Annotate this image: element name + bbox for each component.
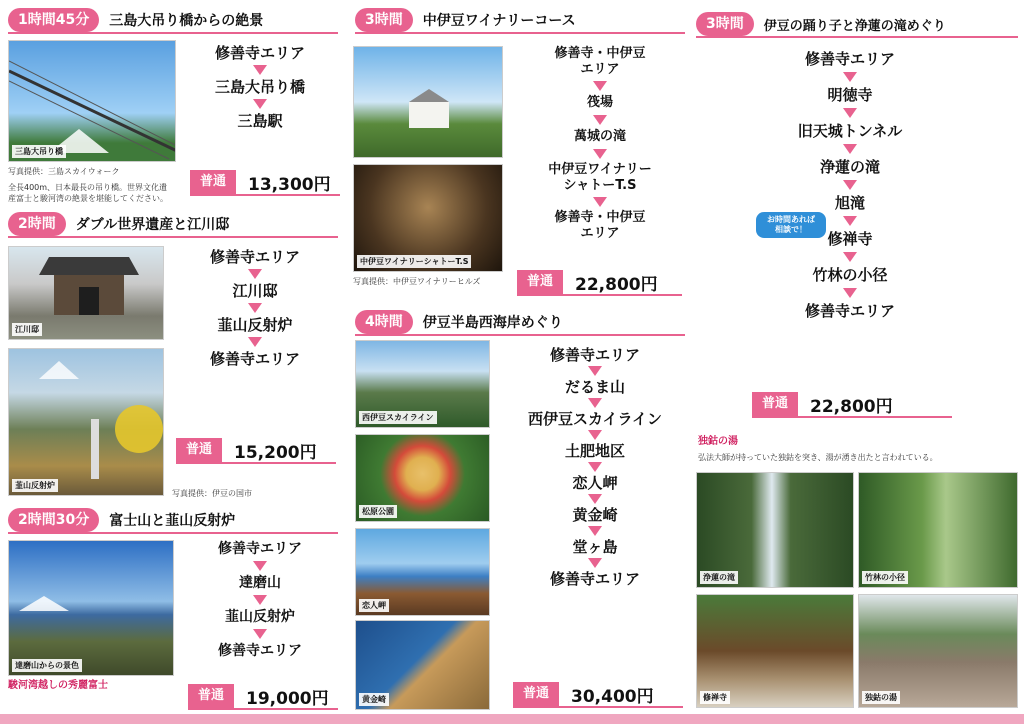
tokko-description: 弘法大師が持っていた独鈷を突き、湯が湧き出たと言われている。 bbox=[698, 453, 938, 462]
route-stop: 修善寺エリア bbox=[804, 302, 895, 320]
photo-caption: 江川邸 bbox=[12, 323, 42, 336]
route-stop: 修善寺エリア bbox=[214, 44, 305, 62]
photo-matsubara-park bbox=[355, 434, 490, 522]
course-title: 伊豆半島西海岸めぐり bbox=[422, 315, 563, 331]
price-value: 30,400円 bbox=[571, 686, 654, 707]
course-winery bbox=[355, 8, 685, 34]
price-label: 普通 bbox=[188, 684, 234, 708]
route-stop: 修善寺エリア bbox=[804, 50, 895, 68]
route-stop: 萬城の滝 bbox=[573, 129, 626, 144]
landscape-illustration bbox=[9, 349, 164, 496]
course-header bbox=[8, 508, 338, 534]
course-header bbox=[8, 8, 338, 34]
route-stop: 恋人岬 bbox=[572, 474, 618, 492]
photo-caption: 浄蓮の滝 bbox=[700, 571, 738, 584]
route-stop: 韮山反射炉 bbox=[225, 609, 295, 625]
price-row bbox=[190, 170, 340, 196]
route-stop: 修善寺エリア bbox=[549, 346, 640, 364]
price-label: 普通 bbox=[517, 270, 563, 294]
arrow-down-icon bbox=[588, 398, 602, 408]
arrow-down-icon bbox=[253, 561, 267, 571]
arrow-down-icon bbox=[593, 115, 607, 125]
arrow-down-icon bbox=[593, 197, 607, 207]
arrow-down-icon bbox=[248, 269, 262, 279]
route-stop: 修善寺・中伊豆 エリア bbox=[554, 46, 646, 77]
photo-caption: 三島大吊り橋 bbox=[12, 145, 66, 158]
route-stops bbox=[180, 44, 340, 130]
route-stop: 堂ヶ島 bbox=[572, 538, 618, 556]
course-time: 3時間 bbox=[696, 12, 754, 36]
route-stop: 黄金崎 bbox=[572, 506, 618, 524]
bridge-illustration bbox=[9, 41, 176, 162]
tokko-title: 独鈷の湯 bbox=[698, 436, 738, 447]
route-stop: 達磨山 bbox=[239, 575, 281, 591]
price-value: 19,000円 bbox=[246, 688, 329, 709]
route-stops bbox=[770, 50, 930, 320]
photo-subcaption: 駿河湾越しの秀麗富士 bbox=[8, 680, 108, 691]
arrow-down-icon bbox=[843, 108, 857, 118]
price-row bbox=[176, 438, 336, 464]
arrow-down-icon bbox=[843, 288, 857, 298]
route-stop: 土肥地区 bbox=[564, 442, 625, 460]
price-label: 普通 bbox=[176, 438, 222, 462]
price-label: 普通 bbox=[752, 392, 798, 416]
route-stop: 修善寺エリア bbox=[209, 248, 300, 266]
course-time: 4時間 bbox=[355, 310, 413, 334]
photo-shuzenji-temple bbox=[696, 594, 854, 708]
photo-credit: 写真提供：三島スカイウォーク bbox=[8, 167, 120, 176]
route-stop: 修善寺・中伊豆 エリア bbox=[554, 210, 646, 241]
course-time: 3時間 bbox=[355, 8, 413, 32]
price-value: 15,200円 bbox=[234, 442, 317, 463]
course-header bbox=[696, 12, 1018, 38]
photo-caption: 独鈷の湯 bbox=[862, 691, 900, 704]
route-stops bbox=[505, 346, 685, 588]
photo-caption: 恋人岬 bbox=[359, 599, 389, 612]
arrow-down-icon bbox=[588, 526, 602, 536]
course-time: 1時間45分 bbox=[8, 8, 99, 32]
description-line-1: 全長400m、日本最長の吊り橋。世界文化遺 bbox=[8, 183, 168, 192]
arrow-down-icon bbox=[588, 494, 602, 504]
arrow-down-icon bbox=[593, 81, 607, 91]
photo-caption: 修禅寺 bbox=[700, 691, 730, 704]
course-time: 2時間 bbox=[8, 212, 66, 236]
route-stop: 修善寺エリア bbox=[218, 541, 302, 557]
route-stop: 筏場 bbox=[586, 95, 613, 110]
arrow-down-icon bbox=[253, 65, 267, 75]
photo-darumayama bbox=[8, 540, 174, 676]
chateau-illustration bbox=[354, 47, 503, 158]
arrow-down-icon bbox=[253, 629, 267, 639]
arrow-down-icon bbox=[248, 303, 262, 313]
photo-west-skyline bbox=[355, 340, 490, 428]
photo-credit: 写真提供：中伊豆ワイナリーヒルズ bbox=[353, 277, 481, 286]
route-stop: 修禅寺 bbox=[827, 230, 873, 248]
route-stop: だるま山 bbox=[564, 378, 625, 396]
photo-winery-exterior bbox=[353, 46, 503, 158]
route-stop: 三島駅 bbox=[237, 112, 283, 130]
arrow-down-icon bbox=[248, 337, 262, 347]
photo-caption: 韮山反射炉 bbox=[12, 479, 58, 492]
arrow-down-icon bbox=[588, 430, 602, 440]
price-value: 22,800円 bbox=[810, 396, 893, 417]
route-stop: 中伊豆ワイナリー シャトーT.S bbox=[548, 162, 652, 193]
course-time: 2時間30分 bbox=[8, 508, 99, 532]
price-label: 普通 bbox=[513, 682, 559, 706]
photo-caption: 竹林の小径 bbox=[862, 571, 908, 584]
arrow-down-icon bbox=[593, 149, 607, 159]
course-title: 三島大吊り橋からの絶景 bbox=[109, 13, 264, 29]
photo-joren-falls bbox=[696, 472, 854, 588]
route-stops bbox=[515, 46, 685, 242]
course-fuji-nirayama bbox=[8, 508, 338, 534]
photo-koibito-misaki bbox=[355, 528, 490, 616]
photo-caption: 中伊豆ワイナリーシャトーT.S bbox=[357, 255, 471, 268]
photo-winery-cellar bbox=[353, 164, 503, 272]
route-stop: 明徳寺 bbox=[827, 86, 873, 104]
photo-caption: 西伊豆スカイライン bbox=[359, 411, 437, 424]
course-title: 伊豆の踊り子と浄蓮の滝めぐり bbox=[763, 18, 946, 34]
arrow-down-icon bbox=[843, 72, 857, 82]
route-stop: 江川邸 bbox=[232, 282, 278, 300]
route-stop: 修善寺エリア bbox=[209, 350, 300, 368]
route-stop: 西伊豆スカイライン bbox=[527, 410, 663, 428]
photo-credit: 写真提供：伊豆の国市 bbox=[172, 489, 252, 498]
arrow-down-icon bbox=[253, 99, 267, 109]
course-title: 中伊豆ワイナリーコース bbox=[422, 13, 576, 29]
route-stop: 竹林の小径 bbox=[812, 266, 888, 284]
photo-koganezaki bbox=[355, 620, 490, 710]
price-row bbox=[513, 682, 683, 708]
price-row bbox=[517, 270, 682, 296]
route-stop: 三島大吊り橋 bbox=[214, 78, 305, 96]
photo-caption: 松原公園 bbox=[359, 505, 397, 518]
course-world-heritage bbox=[8, 212, 338, 238]
route-stop: 修善寺エリア bbox=[218, 643, 302, 659]
route-stops bbox=[180, 540, 340, 660]
photo-mishima-bridge bbox=[8, 40, 176, 162]
arrow-down-icon bbox=[843, 180, 857, 190]
course-title: 富士山と韮山反射炉 bbox=[109, 513, 236, 529]
course-mishima-bridge bbox=[8, 8, 338, 34]
photo-caption: 黄金崎 bbox=[359, 693, 389, 706]
photo-caption: 達磨山からの景色 bbox=[12, 659, 82, 672]
price-row bbox=[188, 684, 338, 710]
price-value: 22,800円 bbox=[575, 274, 658, 295]
bottom-band bbox=[0, 714, 1024, 724]
photo-egawa-house bbox=[8, 246, 164, 340]
course-odoriko bbox=[696, 12, 1018, 38]
arrow-down-icon bbox=[588, 558, 602, 568]
course-header bbox=[8, 212, 338, 238]
route-stop: 浄蓮の滝 bbox=[819, 158, 880, 176]
consult-bubble: お時間あれば 相談で！ bbox=[756, 212, 826, 238]
route-stop: 旭滝 bbox=[834, 194, 865, 212]
route-stop: 韮山反射炉 bbox=[217, 316, 293, 334]
route-stop: 修善寺エリア bbox=[549, 570, 640, 588]
course-west-coast bbox=[355, 310, 685, 336]
price-label: 普通 bbox=[190, 170, 236, 194]
course-header bbox=[355, 8, 685, 34]
course-header bbox=[355, 310, 685, 336]
fuji-illustration bbox=[9, 541, 174, 676]
course-title: ダブル世界遺産と江川邸 bbox=[75, 217, 230, 233]
route-stops bbox=[170, 248, 340, 368]
route-stop: 旧天城トンネル bbox=[797, 122, 903, 140]
arrow-down-icon bbox=[843, 216, 857, 226]
arrow-down-icon bbox=[843, 144, 857, 154]
arrow-down-icon bbox=[588, 462, 602, 472]
arrow-down-icon bbox=[253, 595, 267, 605]
photo-bamboo-path bbox=[858, 472, 1018, 588]
photo-nirayama-furnace bbox=[8, 348, 164, 496]
arrow-down-icon bbox=[588, 366, 602, 376]
description-line-2: 産富士と駿河湾の絶景を堪能してください。 bbox=[8, 194, 168, 203]
photo-tokko-spring bbox=[858, 594, 1018, 708]
price-value: 13,300円 bbox=[248, 174, 331, 195]
price-row bbox=[752, 392, 952, 418]
arrow-down-icon bbox=[843, 252, 857, 262]
